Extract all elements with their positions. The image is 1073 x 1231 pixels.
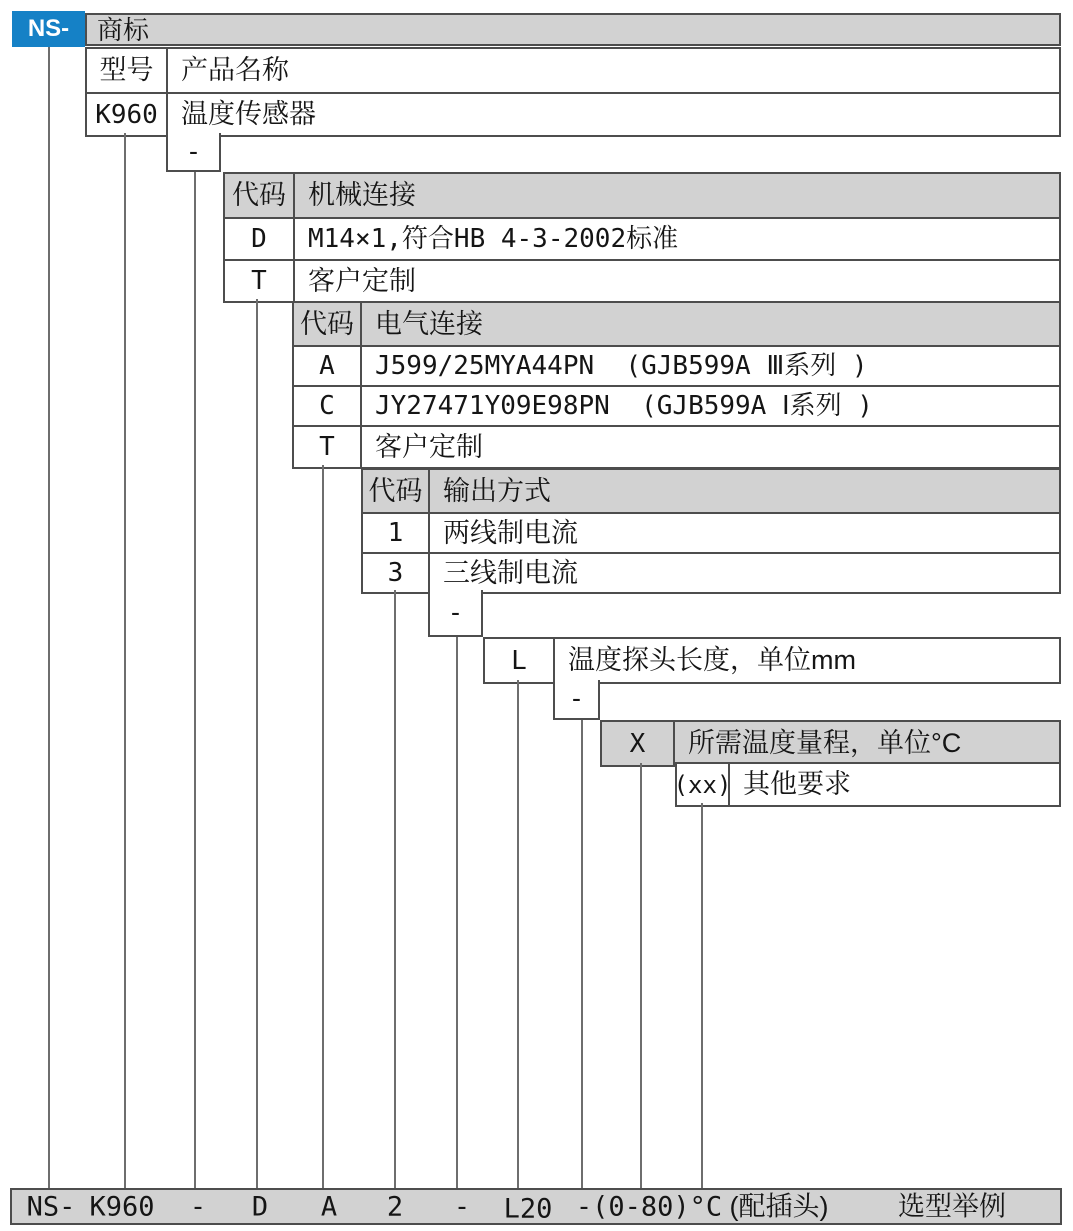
example-token-brand: NS- <box>26 1191 76 1222</box>
brand-prefix-box <box>12 11 85 47</box>
connector-line-elec <box>322 465 324 1188</box>
trademark-bar <box>85 13 1061 46</box>
connector-line-length <box>517 680 519 1188</box>
output-code-3: 3 <box>363 554 430 592</box>
mech-title: 机械连接 <box>308 180 416 210</box>
mech-desc-d: M14×1,符合HB 4-3-2002标准 <box>308 224 679 254</box>
other-desc: 其他要求 <box>743 769 851 799</box>
mech-header-row <box>225 174 1059 217</box>
connector-line-mech <box>256 299 258 1188</box>
example-token-range: -(0-80)°C <box>575 1191 723 1222</box>
elec-header-row <box>294 303 1059 345</box>
connector-line-sep3 <box>581 720 583 1188</box>
dash-separator: - <box>447 597 464 628</box>
connector-line-sep2 <box>456 637 458 1188</box>
output-mode-table <box>361 468 1061 594</box>
range-code: X <box>602 722 675 765</box>
example-token-model: K960 <box>89 1191 155 1222</box>
length-code: L <box>485 639 555 682</box>
separator-cell-1 <box>166 133 221 172</box>
model-table-row <box>87 92 1059 135</box>
model-table-header-row <box>87 49 1059 92</box>
output-code-header: 代码 <box>363 470 430 512</box>
electrical-connection-table <box>292 301 1061 469</box>
product-name-column-header: 产品名称 <box>181 55 289 85</box>
connector-line-model <box>124 133 126 1188</box>
other-requirements-row <box>675 762 1061 807</box>
elec-row-t <box>294 425 1059 467</box>
connector-line-range <box>640 763 642 1188</box>
mech-desc-t: 客户定制 <box>308 265 416 296</box>
elec-desc-c: JY27471Y09E98PN (GJB599A Ⅰ系列 ) <box>375 391 873 421</box>
length-desc: 温度探头长度，单位mm <box>568 645 856 675</box>
range-row <box>602 722 1059 765</box>
mech-code-t: T <box>225 261 295 301</box>
mechanical-connection-table <box>223 172 1061 303</box>
output-title: 输出方式 <box>443 475 551 506</box>
connector-line-sep1 <box>194 172 196 1188</box>
mech-row-d <box>225 217 1059 259</box>
length-row <box>485 639 1059 682</box>
elec-desc-a: J599/25MYA44PN (GJB599A Ⅲ系列 ) <box>375 351 868 381</box>
example-token-sep1: - <box>189 1191 207 1222</box>
output-row-1 <box>363 512 1059 552</box>
elec-desc-t: 客户定制 <box>375 431 483 462</box>
range-desc: 所需温度量程，单位°C <box>688 728 962 758</box>
example-token-length: L20 <box>503 1193 553 1225</box>
trademark-label: 商标 <box>97 14 150 45</box>
dash-separator: - <box>185 136 202 167</box>
output-header-row <box>363 470 1059 512</box>
elec-row-c <box>294 385 1059 425</box>
model-table <box>85 47 1061 137</box>
output-row-3 <box>363 552 1059 592</box>
separator-cell-3 <box>553 680 600 720</box>
example-token-plug: (配插头) <box>729 1191 829 1221</box>
other-code: (xx) <box>677 764 730 805</box>
connector-line-output <box>394 590 396 1188</box>
elec-code-t: T <box>294 427 362 467</box>
model-column-header: 型号 <box>87 49 168 92</box>
probe-length-row <box>483 637 1061 684</box>
example-bar <box>10 1188 1062 1225</box>
example-caption: 选型举例 <box>898 1191 1006 1221</box>
output-desc-3: 三线制电流 <box>443 557 578 588</box>
elec-title: 电气连接 <box>375 308 483 339</box>
elec-row-a <box>294 345 1059 385</box>
mech-code-d: D <box>225 219 295 259</box>
product-name: 温度传感器 <box>181 99 316 129</box>
brand-prefix-label: NS- <box>27 15 70 42</box>
output-code-1: 1 <box>363 514 430 552</box>
elec-code-c: C <box>294 387 362 425</box>
connector-line-other <box>701 803 703 1188</box>
connector-line-brand <box>48 47 50 1188</box>
example-token-sep2: - <box>453 1191 471 1222</box>
elec-code-header: 代码 <box>294 303 362 345</box>
other-row <box>673 764 1059 805</box>
example-token-mech: D <box>251 1191 269 1222</box>
output-desc-1: 两线制电流 <box>443 517 578 548</box>
model-code: K960 <box>87 94 168 135</box>
mech-code-header: 代码 <box>225 174 295 217</box>
example-token-output: 2 <box>386 1191 404 1222</box>
elec-code-a: A <box>294 347 362 385</box>
example-token-elec: A <box>320 1191 338 1222</box>
separator-cell-2 <box>428 590 483 637</box>
temp-range-row <box>600 720 1061 767</box>
mech-row-t <box>225 259 1059 301</box>
dash-separator: - <box>568 684 585 714</box>
